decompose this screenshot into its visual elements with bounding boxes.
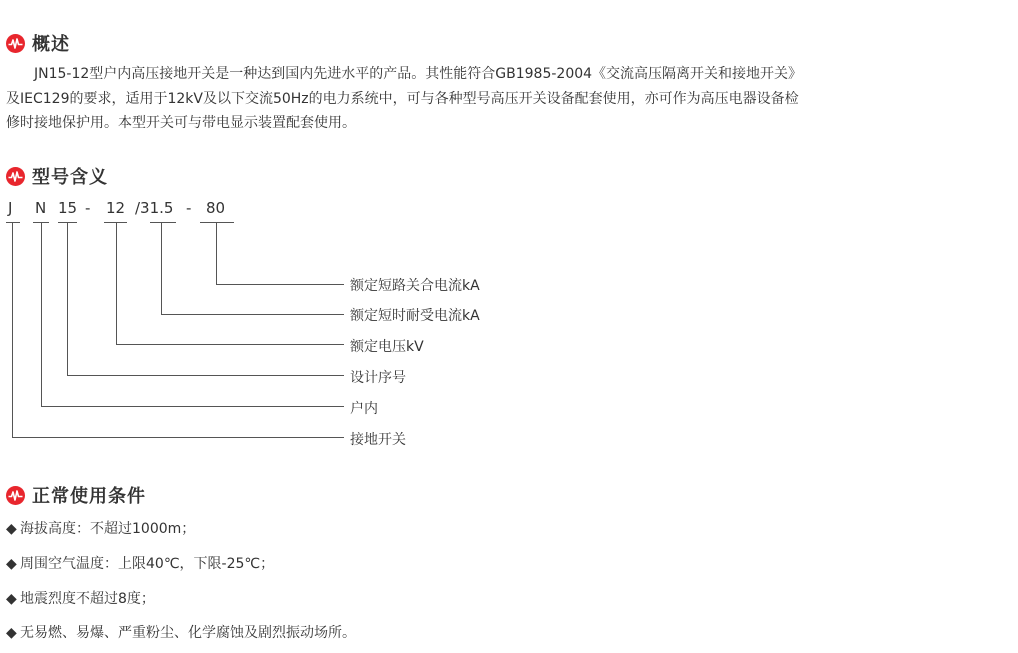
model-code-segment: N <box>35 199 47 217</box>
model-code-segment: 12 <box>106 199 126 217</box>
diamond-bullet-icon: ◆ <box>6 521 17 537</box>
model-meaning-label: 设计序号 <box>350 370 406 386</box>
model-meaning-label: 接地开关 <box>350 432 406 448</box>
condition-text: 地震烈度不超过8度； <box>20 591 155 607</box>
model-meaning-label: 户内 <box>350 401 378 417</box>
condition-item <box>6 588 155 608</box>
overview-line: 修时接地保护用。本型开关可与带电显示装置配套使用。 <box>6 115 356 131</box>
waveform-badge-icon <box>6 486 25 505</box>
condition-text: 周围空气温度：上限40℃，下限-25℃； <box>20 556 275 572</box>
model-code-segment: J <box>8 199 13 217</box>
condition-item <box>6 518 195 538</box>
model-code-segment: /31.5 <box>135 199 174 217</box>
model-code-segment: - <box>186 199 192 217</box>
model-meaning-label: 额定短路关合电流kA <box>350 278 480 294</box>
section-title: 正常使用条件 <box>32 486 146 507</box>
model-meaning-label: 额定电压kV <box>350 339 424 355</box>
condition-text: 海拔高度：不超过1000m； <box>20 521 196 537</box>
model-code-segment: - <box>85 199 91 217</box>
diamond-bullet-icon: ◆ <box>6 625 17 641</box>
model-meaning-label: 额定短时耐受电流kA <box>350 308 480 324</box>
condition-text: 无易燃、易爆、严重粉尘、化学腐蚀及剧烈振动场所。 <box>20 625 356 641</box>
diamond-bullet-icon: ◆ <box>6 556 17 572</box>
overview-line: 及IEC129的要求，适用于12kV及以下交流50Hz的电力系统中，可与各种型号高压开关设备配套使用，亦可作为高压电器设备检 <box>6 90 799 107</box>
model-code-segment: 80 <box>206 199 226 217</box>
condition-item <box>6 553 274 573</box>
diamond-bullet-icon: ◆ <box>6 591 17 607</box>
section-title: 概述 <box>32 34 70 55</box>
section-title: 型号含义 <box>32 167 108 188</box>
overview-line: JN15-12型户内高压接地开关是一种达到国内先进水平的产品。其性能符合GB1985-2004《交流高压隔离开关和接地开关》 <box>34 66 803 82</box>
section-heading-conditions <box>6 482 146 508</box>
condition-item <box>6 622 356 642</box>
model-code-segment: 15 <box>58 199 78 217</box>
